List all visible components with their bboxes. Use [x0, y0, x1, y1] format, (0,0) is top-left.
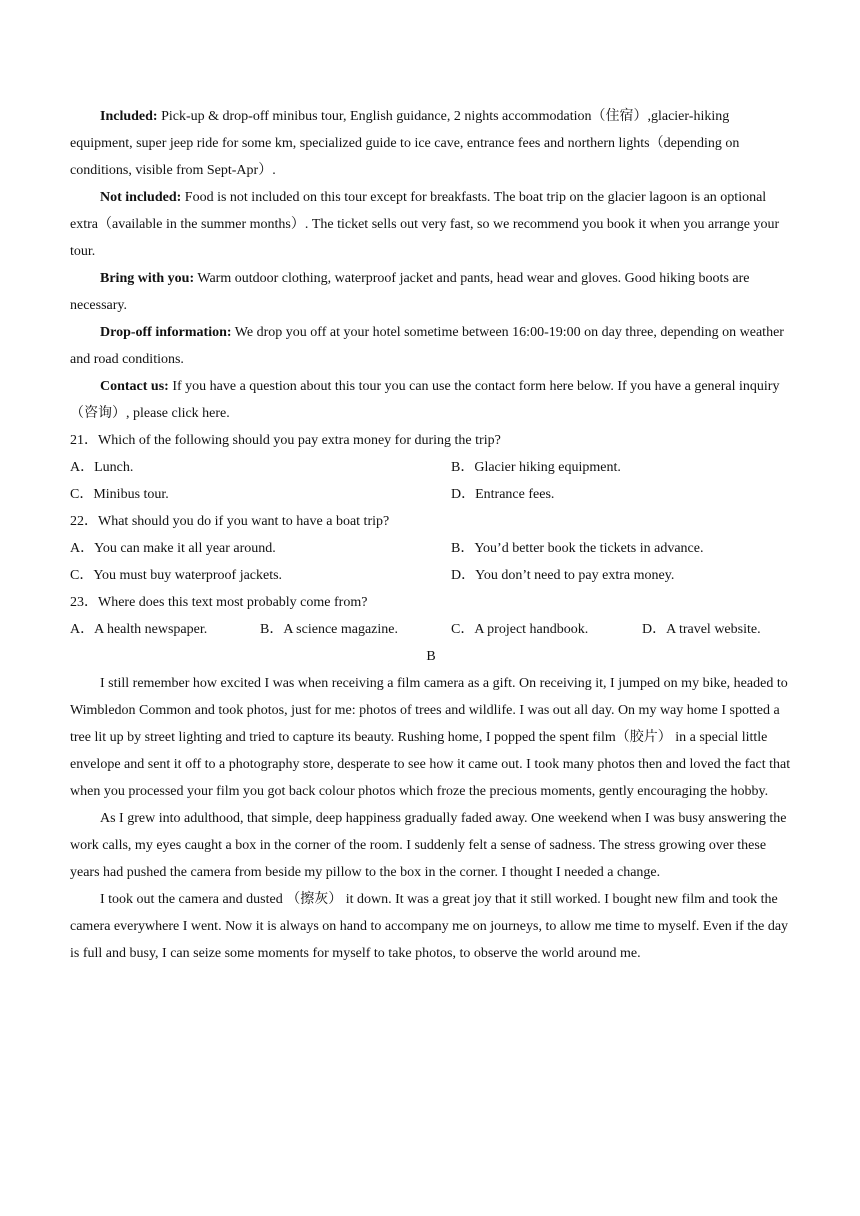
option-d: D．A travel website. — [642, 622, 761, 637]
tour-info-section — [70, 103, 792, 427]
question-23 — [70, 589, 792, 643]
not-included-label: Not included: — [100, 190, 182, 205]
bring-with-you-paragraph — [70, 265, 792, 319]
section-b-heading: B — [426, 649, 436, 664]
option-d: D．Entrance fees. — [451, 487, 555, 502]
option-b: B．A science magazine. — [260, 622, 399, 637]
included-label: Included: — [100, 109, 158, 124]
passage-paragraph: I took out the camera and dusted （擦灰） it down. It was a great joy that it still worked. I bought new film and took the camera everywhere I went. Now it is always on hand to accompany me on journeys, to allow me time to myself. Even if the day is full and busy, I can seize some moments for myself to take photos, to observe the world around me. — [70, 892, 789, 961]
contact-text: If you have a question about this tour you can use the contact form here below. If you have a general inquiry（咨询）, please click here. — [70, 379, 780, 421]
included-text: Pick-up & drop-off minibus tour, English guidance, 2 nights accommodation（住宿）,glacier-hiking equipment, super jeep ride for some km, specialized guide to ice cave, entrance fees and northern lights（depending on conditions, visible from Sept-Apr）. — [70, 109, 740, 178]
passage-paragraph: As I grew into adulthood, that simple, deep happiness gradually faded away. One weekend when I was busy answering the work calls, my eyes caught a box in the corner of the room. I suddenly felt a sense of sadness. The stress growing over these years had pushed the camera from beside my pillow to the box in the corner. I thought I needed a change. — [70, 811, 787, 880]
drop-off-paragraph — [70, 319, 792, 373]
passage-b — [70, 670, 792, 967]
question-options — [70, 535, 792, 589]
question-stem: 22．What should you do if you want to have a boat trip? — [70, 514, 390, 529]
not-included-text: Food is not included on this tour except for breakfasts. The boat trip on the glacier lagoon is an optional extra（available in the summer months）. The ticket sells out very fast, so we recommend you book it when you arrange your tour. — [70, 190, 780, 259]
option-a: A．You can make it all year around. — [70, 541, 276, 556]
question-22 — [70, 508, 792, 589]
page-content — [70, 103, 792, 967]
option-d: D．You don’t need to pay extra money. — [451, 568, 675, 583]
question-21 — [70, 427, 792, 508]
question-stem: 21．Which of the following should you pay extra money for during the trip? — [70, 433, 501, 448]
question-stem: 23．Where does this text most probably come from? — [70, 595, 368, 610]
contact-label: Contact us: — [100, 379, 169, 394]
option-b: B．You’d better book the tickets in advance. — [451, 541, 704, 556]
option-a: A．A health newspaper. — [70, 622, 208, 637]
not-included-paragraph — [70, 184, 792, 265]
bring-with-you-text: Warm outdoor clothing, waterproof jacket and pants, head wear and gloves. Good hiking boots are necessary. — [70, 271, 750, 313]
option-c: C．Minibus tour. — [70, 487, 169, 502]
drop-off-text: We drop you off at your hotel sometime between 16:00-19:00 on day three, depending on weather and road conditions. — [70, 325, 784, 367]
option-c: C．A project handbook. — [451, 622, 589, 637]
contact-paragraph — [70, 373, 792, 427]
question-options — [70, 616, 792, 643]
option-a: A．Lunch. — [70, 460, 134, 475]
option-b: B．Glacier hiking equipment. — [451, 460, 621, 475]
included-paragraph — [70, 103, 792, 184]
drop-off-label: Drop-off information: — [100, 325, 232, 340]
passage-paragraph: I still remember how excited I was when receiving a film camera as a gift. On receiving it, I jumped on my bike, headed to Wimbledon Common and took photos, just for me: photos of trees and wildlife. I was out all day. On my way home I spotted a tree lit up by street lighting and tried to capture its beauty. Rushing home, I popped the spent film（胶片） in a special little envelope and sent it off to a photography store, desperate to see how it came out. I took many photos then and loved the fact that when you processed your film you got back colour photos which froze the precious moments, gently encouraging the hobby. — [70, 676, 791, 799]
question-options — [70, 454, 792, 508]
bring-with-you-label: Bring with you: — [100, 271, 195, 286]
option-c: C．You must buy waterproof jackets. — [70, 568, 283, 583]
